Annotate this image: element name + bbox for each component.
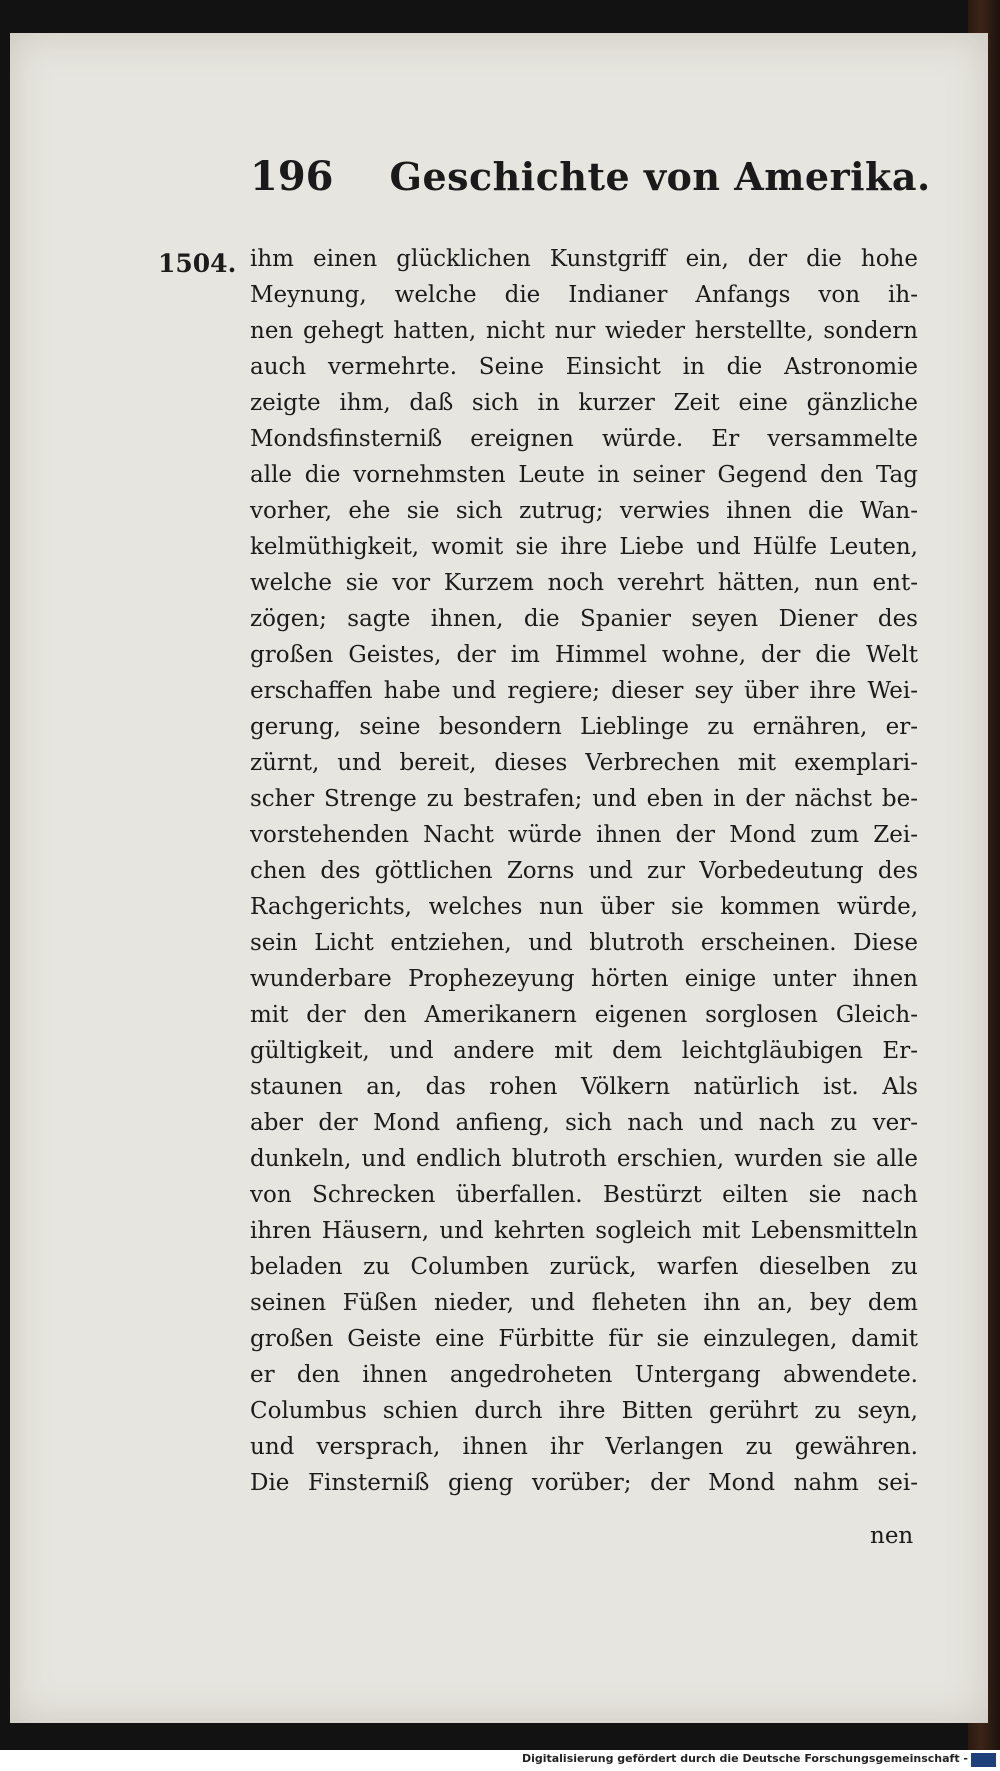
text-line: alle die vornehmsten Leute in seiner Gegend den Tag [250, 462, 918, 488]
text-line: vorher, ehe sie sich zutrug; verwies ihnen die Wan- [250, 498, 918, 524]
text-line: mit der den Amerikanern eigenen sorglosen Gleich- [250, 1002, 918, 1028]
page-header [250, 153, 931, 223]
text-line: dunkeln, und endlich blutroth erschien, wurden sie alle [250, 1146, 918, 1172]
text-line: erschaffen habe und regiere; dieser sey über ihre Wei- [250, 678, 918, 704]
text-line: beladen zu Columben zurück, warfen dieselben zu [250, 1254, 918, 1280]
text-line: ihren Häusern, und kehrten sogleich mit Lebensmitteln [250, 1218, 918, 1244]
text-line: kelmüthigkeit, womit sie ihre Liebe und Hülfe Leuten, [250, 534, 918, 560]
body-text [250, 241, 918, 1501]
text-line: scher Strenge zu bestrafen; und eben in der nächst be- [250, 786, 918, 812]
text-line: vorstehenden Nacht würde ihnen der Mond zum Zei- [250, 822, 918, 848]
text-line: nen gehegt hatten, nicht nur wieder herstellte, sondern [250, 318, 918, 344]
book-page [10, 33, 988, 1723]
text-line: seinen Füßen nieder, und fleheten ihn an, bey dem [250, 1290, 918, 1316]
text-line: zürnt, und bereit, dieses Verbrechen mit exemplari- [250, 750, 918, 776]
funding-credit: Digitalisierung gefördert durch die Deutsche Forschungsgemeinschaft - [521, 1752, 968, 1765]
text-line: gerung, seine besondern Lieblinge zu ernähren, er- [250, 714, 918, 740]
text-line: chen des göttlichen Zorns und zur Vorbedeutung des [250, 858, 918, 884]
page-number: 196 [250, 153, 334, 200]
text-line: zeigte ihm, daß sich in kurzer Zeit eine gänzliche [250, 390, 918, 416]
text-line: aber der Mond anfieng, sich nach und nach zu ver- [250, 1110, 918, 1136]
text-line: Columbus schien durch ihre Bitten gerührt zu seyn, [250, 1398, 918, 1424]
text-line: und versprach, ihnen ihr Verlangen zu gewähren. [250, 1434, 918, 1460]
text-line: wunderbare Prophezeyung hörten einige unter ihnen [250, 966, 918, 992]
digitization-footer [0, 1750, 1000, 1771]
text-line: staunen an, das rohen Völkern natürlich ist. Als [250, 1074, 918, 1100]
text-line: zögen; sagte ihnen, die Spanier seyen Diener des [250, 606, 918, 632]
text-line: auch vermehrte. Seine Einsicht in die Astronomie [250, 354, 918, 380]
text-line: gültigkeit, und andere mit dem leichtgläubigen Er- [250, 1038, 918, 1064]
text-line: Die Finsterniß gieng vorüber; der Mond nahm sei- [250, 1470, 918, 1496]
text-line: Mondsfinsterniß ereignen würde. Er versammelte [250, 426, 918, 452]
text-line: er den ihnen angedroheten Untergang abwendete. [250, 1362, 918, 1388]
catchword: nen [870, 1523, 914, 1549]
text-line: von Schrecken überfallen. Bestürzt eilten sie nach [250, 1182, 918, 1208]
text-line: ihm einen glücklichen Kunstgriff ein, der die hohe [250, 246, 918, 272]
text-line: Rachgerichts, welches nun über sie kommen würde, [250, 894, 918, 920]
text-line: Meynung, welche die Indianer Anfangs von ih- [250, 282, 918, 308]
margin-year-note: 1504. [158, 249, 237, 278]
dfg-logo [971, 1753, 996, 1767]
text-line: großen Geistes, der im Himmel wohne, der die Welt [250, 642, 918, 668]
running-title: Geschichte von Amerika. [389, 154, 931, 199]
text-line: welche sie vor Kurzem noch verehrt hätten, nun ent- [250, 570, 918, 596]
text-line: sein Licht entziehen, und blutroth erscheinen. Diese [250, 930, 918, 956]
text-line: großen Geiste eine Fürbitte für sie einzulegen, damit [250, 1326, 918, 1352]
